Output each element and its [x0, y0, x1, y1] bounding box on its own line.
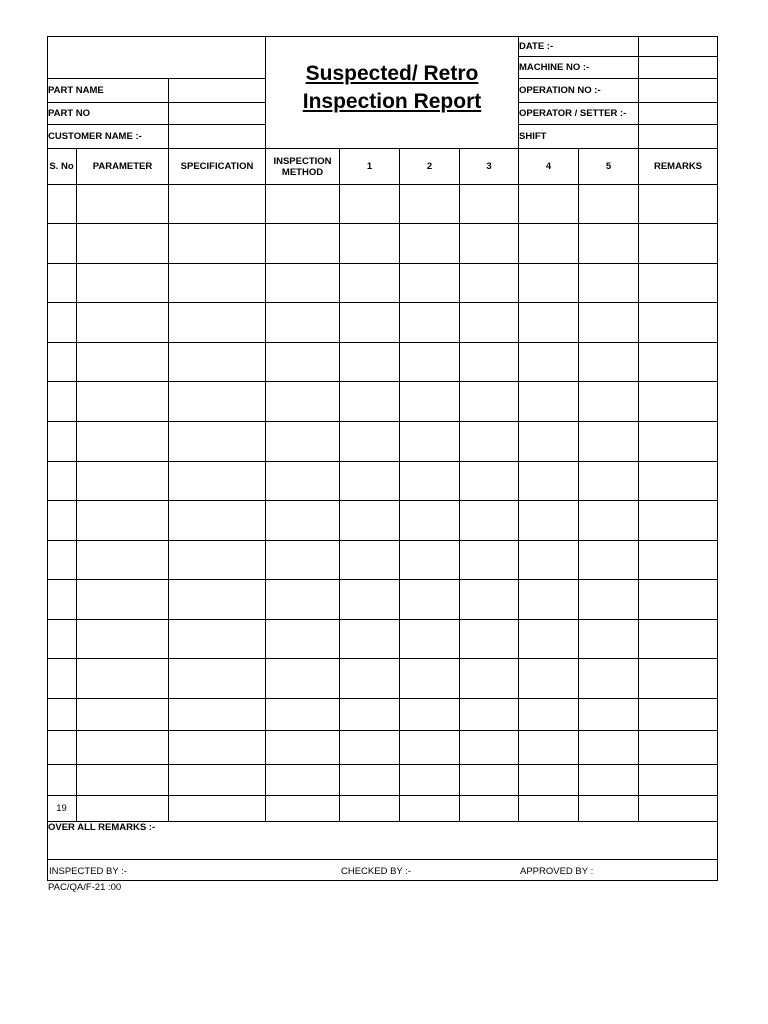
machine-no-field[interactable]	[639, 57, 717, 78]
col-header-reading-3: 3	[486, 161, 492, 172]
overall-remarks-field[interactable]	[48, 836, 717, 859]
shift-label: SHIFT	[519, 131, 547, 142]
col-header-reading-4: 4	[545, 161, 552, 172]
row-number-19: 19	[56, 803, 67, 814]
inspected-by-label: INSPECTED BY :-	[49, 865, 127, 877]
col-header-inspection-method-line1: INSPECTION	[273, 155, 332, 167]
report-title	[266, 60, 518, 116]
col-header-reading-2: 2	[426, 161, 433, 172]
operator-field[interactable]	[639, 103, 717, 124]
form-code: PAC/QA/F-21 :00	[48, 882, 122, 893]
col-header-remarks: REMARKS	[653, 161, 703, 172]
report-title-line2: Inspection Report	[302, 90, 482, 113]
part-no-field[interactable]	[169, 103, 265, 124]
col-header-parameter: PARAMETER	[92, 161, 153, 172]
col-header-inspection-method-line2: METHOD	[281, 166, 324, 178]
operator-label: OPERATOR / SETTER :-	[519, 108, 627, 119]
machine-no-label: MACHINE NO :-	[519, 62, 590, 73]
date-label: DATE :-	[519, 41, 554, 52]
col-header-sno: S. No	[49, 161, 74, 172]
part-name-label: PART NAME	[48, 85, 104, 96]
customer-name-field[interactable]	[169, 125, 265, 148]
report-title-line1: Suspected/ Retro	[305, 62, 479, 85]
operation-no-label: OPERATION NO :-	[519, 85, 601, 96]
part-name-field[interactable]	[169, 79, 265, 102]
col-header-reading-1: 1	[366, 161, 373, 172]
shift-field[interactable]	[639, 125, 717, 148]
customer-name-label: CUSTOMER NAME :-	[48, 131, 142, 142]
col-header-inspection-method	[266, 149, 339, 184]
col-header-specification: SPECIFICATION	[180, 161, 254, 172]
checked-by-label: CHECKED BY :-	[341, 865, 412, 877]
overall-remarks-label: OVER ALL REMARKS :-	[48, 822, 156, 833]
col-header-reading-5: 5	[605, 161, 612, 172]
date-field[interactable]	[639, 37, 717, 56]
approved-by-label: APPROVED BY :	[520, 865, 594, 877]
operation-no-field[interactable]	[639, 79, 717, 102]
part-no-label: PART NO	[48, 108, 91, 119]
